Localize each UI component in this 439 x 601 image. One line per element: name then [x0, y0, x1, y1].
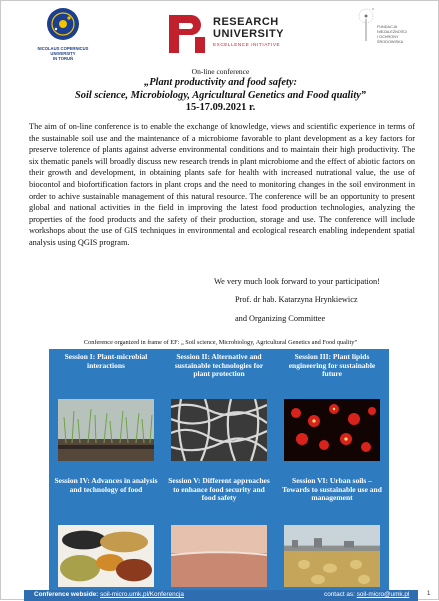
fungal-hyphae-photo — [171, 399, 267, 461]
university-seal-icon — [46, 7, 80, 41]
contact-label: contact as: — [324, 591, 355, 598]
page-number: 1 — [427, 591, 431, 597]
organizing-committee: and Organizing Committee — [235, 314, 326, 323]
session-4-title: Session IV: Advances in analysis and technology of food — [54, 476, 158, 494]
petri-culture-photo — [171, 525, 267, 587]
session-1-title: Session I: Plant-microbial interactions — [64, 352, 148, 370]
contact-email-link[interactable]: soil-micro@umk.pl — [356, 591, 410, 598]
conference-description: The aim of on-line conference is to enable the exchange of knowledge, views and scientific experience in terms of the sustainable soil use and the maintenance of a microbiome favorable to plant development as a key factors for preserve tolerence of plants against adverse environmental conditions and to maintain their high productivity. The six thematic panels will broadly discuss new research trends in plant microbiome and the effect of abiotic factors on their growth and development, in obtaining plants safe for health with increased nutrational value, the use of biocontol and biofortification factors in plant crops and the need to monitoring changes in the soil environment in order to achive sustainable management of this natural resource. The conference will be an opportunity to present global and national activities in the field in improving the latest food production technologies, analyzing the properties of the food products and the safety of their production, storage and use. The conference will include workshops about the use of GIS techniques in environmental and ecological research enabling independent spatial analysis using QGIS program. — [29, 122, 415, 247]
session-6 — [279, 477, 385, 503]
ru-logo-line1: RESEARCH — [213, 16, 279, 28]
signature: Prof. dr hab. Katarzyna Hrynkiewicz — [235, 295, 358, 304]
ncu-logo — [21, 7, 105, 61]
ru-logo-line2: UNIVERSITY — [213, 28, 285, 40]
ncu-logo-line1: NICOLAUS COPERNICUS — [37, 46, 89, 51]
session-5-title: Session V: Different approaches to enhance food security and food safety — [168, 476, 270, 503]
conference-title-line1: „Plant productivity and food safety: — [144, 77, 297, 88]
ncu-logo-line3: IN TORUŃ — [52, 56, 74, 61]
foundation-logo-line1: FUNDACJA — [377, 25, 398, 29]
research-university-mark-icon — [165, 11, 209, 57]
sessions-panel — [49, 349, 389, 590]
ru-logo-tagline: EXCELLENCE INITIATIVE — [213, 42, 281, 47]
foundation-logo — [357, 7, 419, 57]
frame-note: Conference organized in frame of EF: „ Soil science, Microbiology, Agricultural Genetics and Food quality” — [83, 339, 358, 346]
session-2-title: Session II: Alternative and sustainable technologies for plant protection — [174, 352, 264, 379]
foundation-logo-line2: NIEZALEŻNOŚCI — [377, 30, 408, 34]
footer-bar — [24, 590, 418, 601]
session-2 — [166, 353, 272, 379]
session-5 — [166, 477, 272, 503]
research-university-logo — [165, 11, 305, 61]
footer-contact — [324, 591, 409, 598]
closing-line: We very much look forward to your participation! — [214, 277, 380, 286]
conference-dates: 15-17.09.2021 r. — [185, 102, 256, 113]
foundation-logo-line3: I OCHRONY ŚRODOWISKA — [377, 35, 404, 44]
session-3 — [279, 353, 385, 379]
seeds-photo — [58, 525, 154, 587]
urban-field-photo — [284, 525, 380, 587]
website-label: Conference webside: — [34, 591, 99, 598]
fluorescent-cells-photo — [284, 399, 380, 461]
website-link[interactable]: soil-micro.umk.pl/Konferencja — [100, 591, 184, 598]
session-1 — [53, 353, 159, 370]
session-4 — [53, 477, 159, 494]
online-conference-label: On-line conference — [191, 67, 250, 76]
ncu-logo-line2: UNIVERSITY — [50, 51, 76, 56]
session-3-title: Session III: Plant lipids engineering for sustainable future — [288, 352, 376, 379]
conference-title-line2: Soil science, Microbiology, Agricultural Genetics and Food quality” — [74, 90, 367, 101]
footer-website — [34, 591, 184, 598]
seedlings-photo — [58, 399, 154, 461]
dandelion-icon — [357, 7, 375, 41]
session-6-title: Session VI: Urban soils – Towards to sustainable use and management — [282, 476, 382, 503]
